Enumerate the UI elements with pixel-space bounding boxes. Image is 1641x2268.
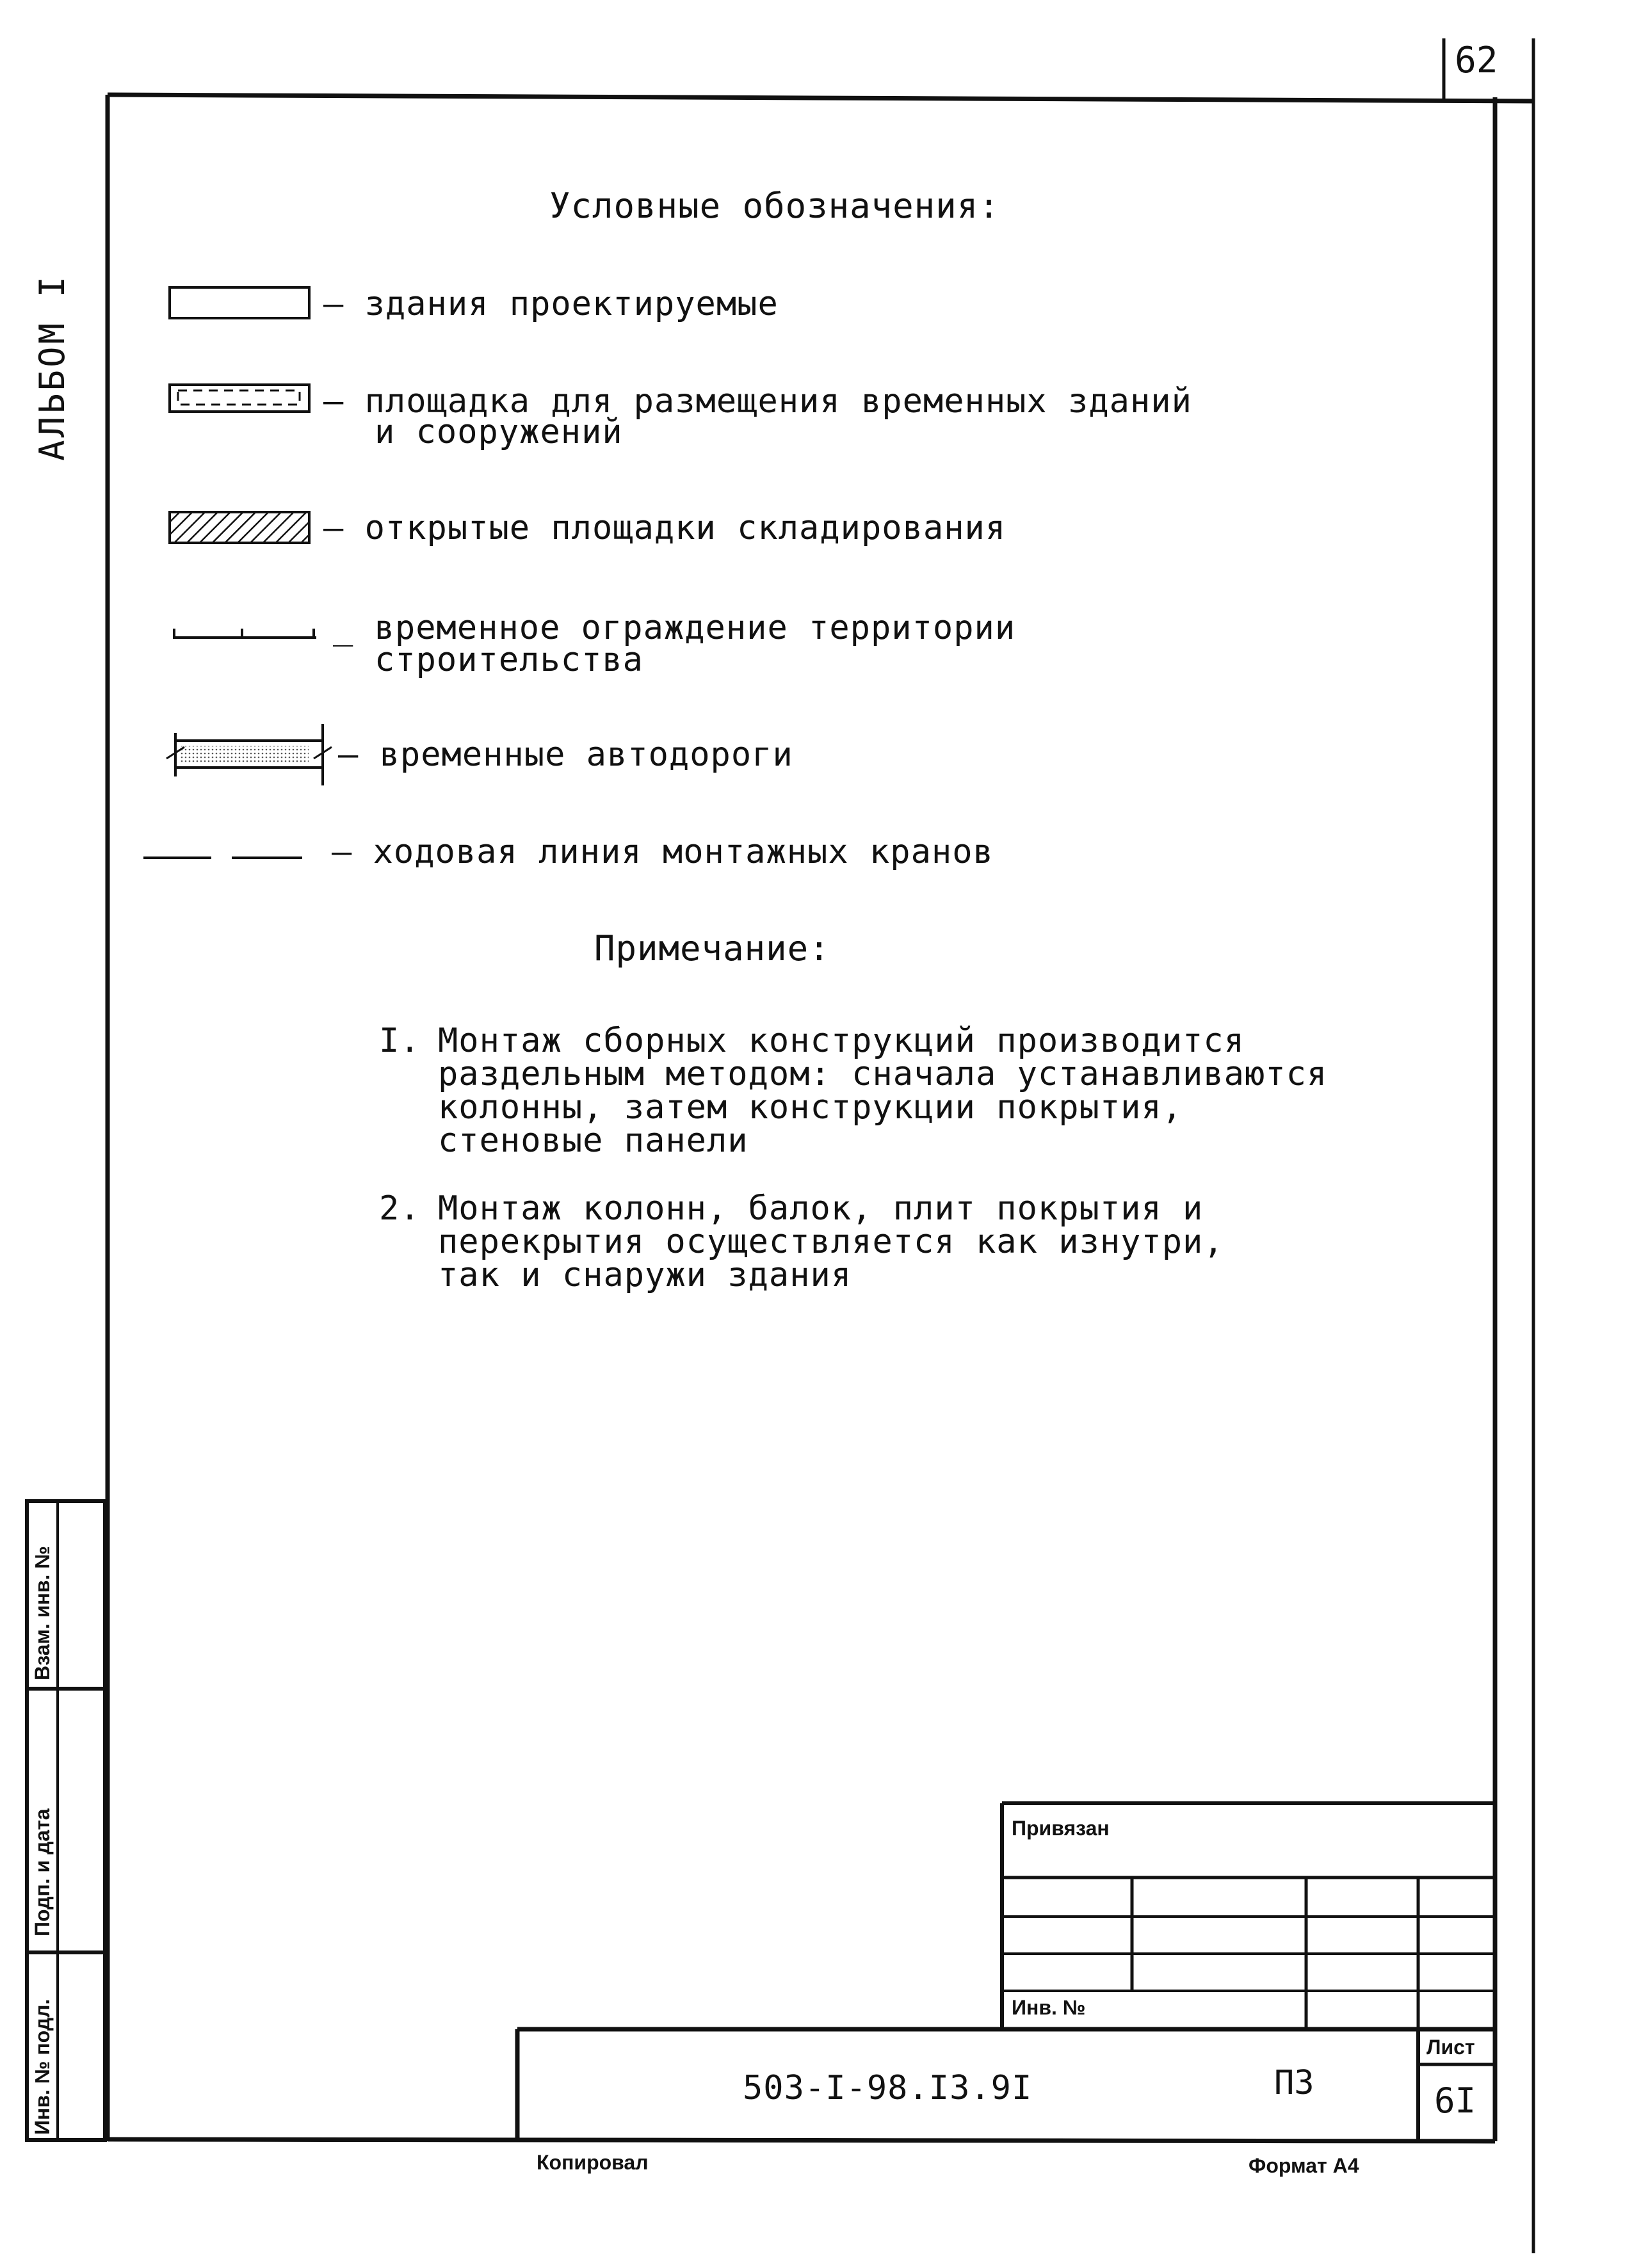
notes-title: Примечание: [594, 928, 830, 969]
legend-item-fence-cont: строительства [375, 641, 643, 679]
fence-icon [172, 622, 319, 641]
stamp-inv-podl: Инв. № подл. [31, 1999, 54, 2135]
note-1-line-2: раздельным методом: сначала устанавливаются [438, 1055, 1328, 1093]
document-code: 503-I-98.I3.9I [743, 2069, 1033, 2107]
legend-item-temporary-site-cont: и сооружений [375, 413, 623, 451]
sheet-number: 6I [1434, 2080, 1476, 2121]
note-1-line-4: стеновые панели [438, 1122, 748, 1160]
legend-item-temporary-site: — площадка для размещения временных зданий [323, 382, 1192, 421]
note-1-number: I. [379, 1022, 421, 1060]
designed-building-icon [168, 286, 312, 321]
legend-item-fence: _ временное ограждение территории [333, 609, 1016, 647]
inv-no-label: Инв. № [1012, 1996, 1086, 2019]
note-2-line-1: Монтаж колонн, балок, плит покрытия и [438, 1189, 1204, 1228]
stamp-vzam-inv: Взам. инв. № [31, 1546, 54, 1680]
album-label: АЛЬБОМ I [32, 273, 72, 461]
crane-track-icon [142, 851, 309, 864]
hatched-storage-icon [168, 510, 312, 546]
privyazan-label: Привязан [1012, 1817, 1110, 1840]
legend-item-crane-track: — ходовая линия монтажных кранов [332, 833, 994, 871]
note-2-number: 2. [379, 1189, 421, 1228]
note-1-line-3: колонны, затем конструкции покрытия, [438, 1088, 1183, 1127]
top-sheet-number: 62 [1455, 40, 1498, 81]
footer-copied: Копировал [537, 2151, 649, 2174]
footer-format: Формат А4 [1249, 2154, 1359, 2177]
document-type: ПЗ [1274, 2064, 1314, 2102]
note-1-line-1: Монтаж сборных конструкций производится [438, 1022, 1245, 1060]
legend-item-road: — временные автодороги [338, 736, 793, 774]
temporary-site-icon [168, 383, 312, 415]
note-2-line-3: так и снаружи здания [438, 1256, 852, 1294]
note-2-line-2: перекрытия осуществляется как изнутри, [438, 1223, 1224, 1261]
stamp-podp-data: Подп. и дата [31, 1808, 54, 1936]
legend-item-storage: — открытые площадки складирования [323, 509, 1006, 547]
legend-title: Условные обозначения: [549, 186, 1000, 226]
sheet-label: Лист [1427, 2036, 1475, 2059]
legend-item-designed-building: — здания проектируемые [323, 285, 779, 323]
temporary-road-icon [165, 721, 338, 785]
